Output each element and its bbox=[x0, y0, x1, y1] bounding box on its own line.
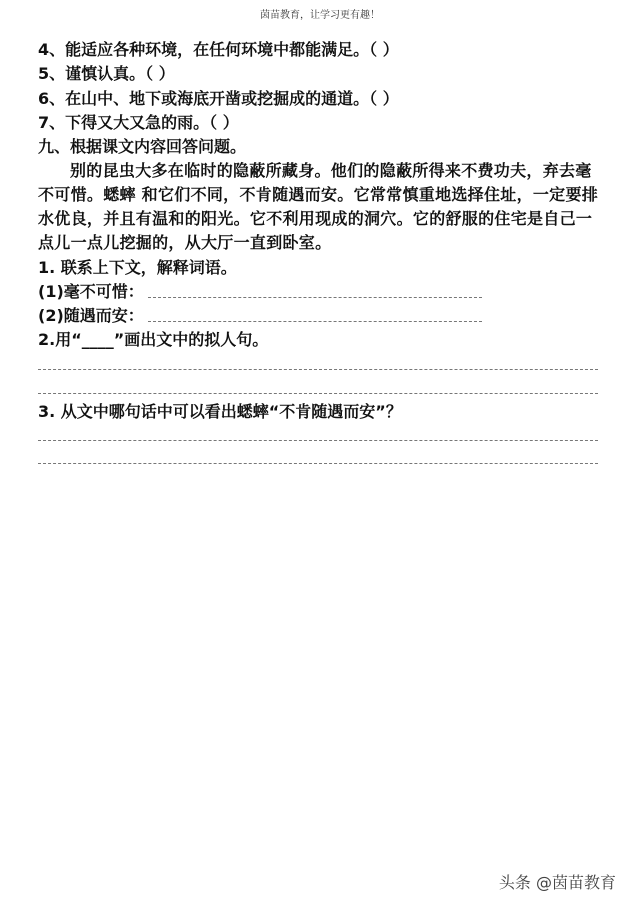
footer-watermark bbox=[499, 870, 616, 893]
question-1b-label: (2)随遇而安： bbox=[38, 306, 144, 325]
answer-line-3b[interactable] bbox=[38, 463, 598, 464]
answer-line-2b[interactable] bbox=[38, 393, 598, 394]
section-title: 九、根据课文内容回答问题。 bbox=[38, 137, 247, 156]
question-1-prompt: 1. 联系上下文，解释词语。 bbox=[38, 258, 237, 277]
question-5: 5、谨慎认真。（ ） bbox=[38, 64, 175, 83]
question-2-prompt: 2.用“____”画出文中的拟人句。 bbox=[38, 330, 269, 349]
question-6: 6、在山中、地下或海底开凿或挖掘成的通道。（ ） bbox=[38, 89, 399, 108]
question-3-prompt: 3. 从文中哪句话中可以看出蟋蟀“不肯随遇而安”？ bbox=[38, 402, 402, 421]
answer-line-3a[interactable] bbox=[38, 440, 598, 441]
question-7: 7、下得又大又急的雨。（ ） bbox=[38, 113, 239, 132]
answer-line-1b[interactable] bbox=[148, 321, 482, 322]
page-header: 茵苗教育，让学习更有趣！ bbox=[260, 10, 380, 21]
reading-passage: 别的昆虫大多在临时的隐蔽所藏身。他们的隐蔽所得来不费功夫，弃去毫不可惜。蟋蟀 和它们不同，不肯随遇而安。它常常慎重地选择住址，一定要排水优良，并且有温和的阳光。它不利用现成的洞穴。它的舒服的住宅是自己一点儿一点儿挖掘的，从大厅一直到卧室。 bbox=[38, 161, 599, 252]
question-4: 4、能适应各种环境，在任何环境中都能满足。（ ） bbox=[38, 40, 399, 59]
question-1a-label: (1)毫不可惜： bbox=[38, 282, 144, 301]
answer-line-1a[interactable] bbox=[148, 297, 482, 298]
answer-line-2a[interactable] bbox=[38, 369, 598, 370]
footer-text: 头条 @茵苗教育 bbox=[498, 873, 616, 892]
